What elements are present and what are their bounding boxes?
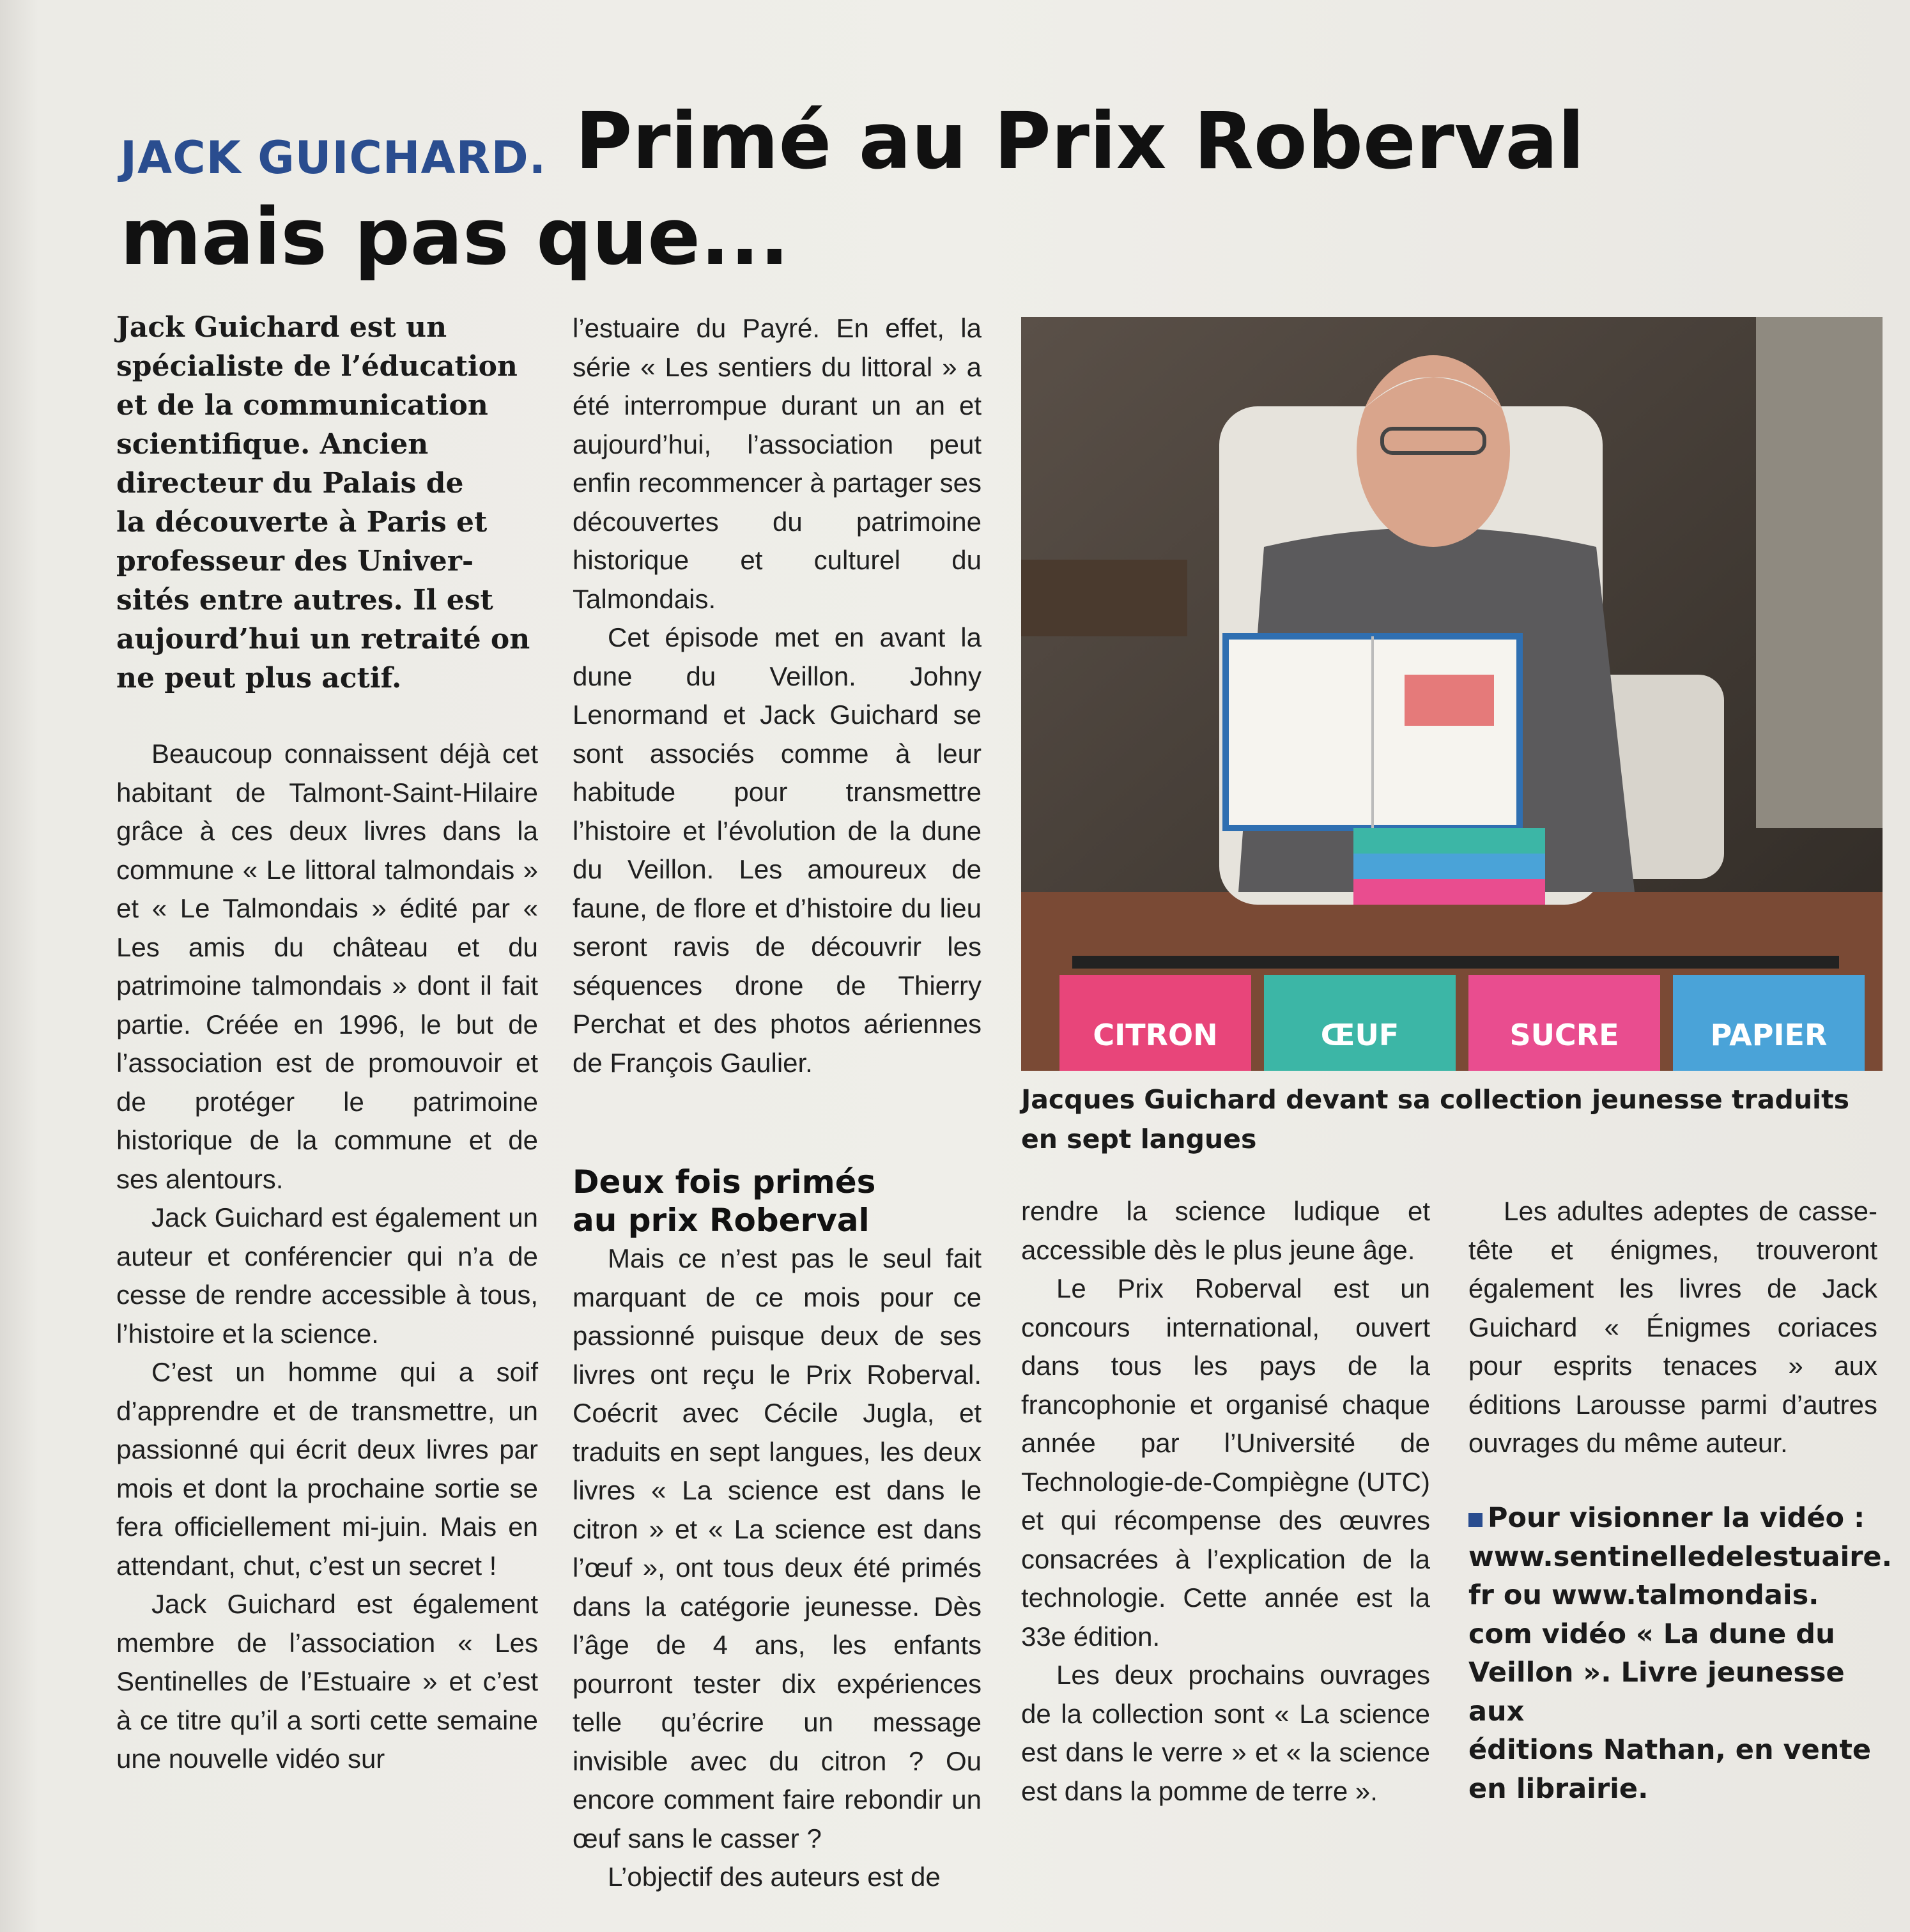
book-stack-2 (1353, 854, 1545, 879)
window-light (1756, 317, 1883, 828)
info-line: com vidéo « La dune du (1468, 1618, 1835, 1650)
subheading-line: Deux fois primés (573, 1163, 876, 1200)
paragraph: Le Prix Roberval est un concours international, ouvert dans tous les pays de la francophonie et organisé chaque année par l’Université de Technologie-de-Compiègne (UTC) et qui récompense des œuvres consacrées à l’explication de la technologie. Cette année est la 33e édition. (1021, 1273, 1430, 1652)
paragraph: Beaucoup connaissent déjà cet habitant de Talmont-Saint-Hilaire grâce à ces deux livres dans la commune « Le littoral talmondais » et « Le Talmondais » édité par « Les amis du château et du patrimoine talmondais » dont il fait partie. Créée en 1996, le but de l’association est de promouvoir et de protéger le patrimoine historique de la commune et de ses alentours. (116, 739, 538, 1194)
photo-illustration (1021, 317, 1883, 1071)
book-illustration (1405, 675, 1494, 726)
table-edge (1072, 956, 1839, 969)
info-line-text: Pour visionner la vidéo : (1488, 1502, 1865, 1534)
lead-line: ne peut plus actif. (116, 662, 402, 694)
lead-line: Jack Guichard est un (116, 311, 447, 344)
book-cover-title: ŒUF (1320, 1018, 1399, 1052)
paragraph: Les adultes adeptes de casse-tête et énigmes, trouveront également les livres de Jack Guichard « Énigmes coriaces pour esprits tenaces » aux éditions Larousse parmi d’autres ouvrages du même auteur. (1468, 1196, 1877, 1458)
paragraph: rendre la science ludique et accessible dès le plus jeune âge. (1021, 1196, 1430, 1265)
headline-line-2: mais pas que... (120, 192, 790, 282)
article-photo (1021, 317, 1883, 1071)
paragraph: Mais ce n’est pas le seul fait marquant de ce mois pour ce passionné puisque deux de ses livres ont reçu le Prix Roberval. Coécrit avec Cécile Jugla, et traduits en sept langues, les deux livres « La science est dans le citron » et « La science est dans l’œuf », ont tous deux été primés dans la catégorie jeunesse. Dès l’âge de 4 ans, les enfants pourront tester dix expériences telle qu’écrire un message invisible avec du citron ? Ou encore comment faire rebondir un œuf sans le casser ? (573, 1243, 982, 1853)
article-column-2-bottom (573, 1153, 982, 1897)
paragraph: Cet épisode met en avant la dune du Veillon. Johny Lenormand et Jack Guichard se sont associés comme à leur habitude pour transmettre l’histoire et l’évolution de la dune du Veillon. Les amoureux de faune, de flore et d’histoire du lieu seront ravis de découvrir les séquences drone de Thierry Perchat et des photos aériennes de François Gaulier. (573, 622, 982, 1078)
book-cover-title: SUCRE (1509, 1018, 1619, 1052)
shelf (1021, 560, 1187, 636)
paragraph: Jack Guichard est également membre de l’association « Les Sentinelles de l’Estuaire » et c’est à ce titre qu’il a sorti cette semaine une nouvelle vidéo sur (116, 1589, 538, 1774)
lead-line: spécialiste de l’éducation (116, 350, 518, 383)
info-line (1468, 1499, 1890, 1538)
lead-paragraph (116, 308, 551, 698)
book-stack-3 (1353, 879, 1545, 905)
paragraph: Les deux prochains ouvrages de la collection sont « La science est dans le verre » et « la science est dans la pomme de terre ». (1021, 1660, 1430, 1806)
paragraph: C’est un homme qui a soif d’apprendre et de transmettre, un passionné qui écrit deux livres par mois et dont la prochaine sortie se fera officiellement mi-juin. Mais en attendant, chut, c’est un secret ! (116, 1357, 538, 1581)
book-cover-title: PAPIER (1710, 1018, 1828, 1052)
paragraph: l’estuaire du Payré. En effet, la série « Les sentiers du littoral » a été interrompue durant un an et aujourd’hui, l’association peut enfin recommencer à partager ses découvertes du patrimoine historique et culturel du Talmondais. (573, 313, 982, 614)
subheading (573, 1163, 982, 1239)
subheading-line: au prix Roberval (573, 1202, 870, 1239)
article-column-1 (116, 735, 538, 1779)
lead-line: la découverte à Paris et (116, 506, 488, 539)
info-line: Veillon ». Livre jeunesse aux (1468, 1657, 1845, 1728)
photo-caption: Jacques Guichard devant sa collection jeunesse traduits en sept langues (1021, 1084, 1850, 1154)
article-column-4 (1468, 1192, 1877, 1463)
info-line: en librairie. (1468, 1772, 1649, 1805)
info-line: éditions Nathan, en vente (1468, 1734, 1872, 1766)
article-kicker: JACK GUICHARD. (120, 132, 547, 184)
lead-line: sités entre autres. Il est (116, 584, 493, 617)
info-box (1468, 1499, 1890, 1808)
info-link[interactable]: fr ou www.talmondais. (1468, 1579, 1819, 1611)
book-stack-1 (1353, 828, 1545, 854)
paragraph: Jack Guichard est également un auteur et conférencier qui n’a de cesse de rendre accessible à tous, l’histoire et la science. (116, 1202, 538, 1349)
lead-line: directeur du Palais de (116, 467, 464, 500)
lead-line: scientifique. Ancien (116, 428, 429, 461)
lead-line: aujourd’hui un retraité on (116, 623, 530, 656)
info-link[interactable]: www.sentinelledelestuaire. (1468, 1540, 1892, 1573)
lead-line: et de la communication (116, 389, 488, 422)
square-bullet-icon (1468, 1513, 1483, 1527)
lead-line: professeur des Univer- (116, 545, 474, 578)
book-cover-title: CITRON (1093, 1018, 1218, 1052)
paragraph: L’objectif des auteurs est de (608, 1862, 941, 1892)
headline-line-1: Primé au Prix Roberval (575, 96, 1585, 187)
article-column-3 (1021, 1192, 1430, 1811)
article-column-2-top (573, 309, 982, 1082)
